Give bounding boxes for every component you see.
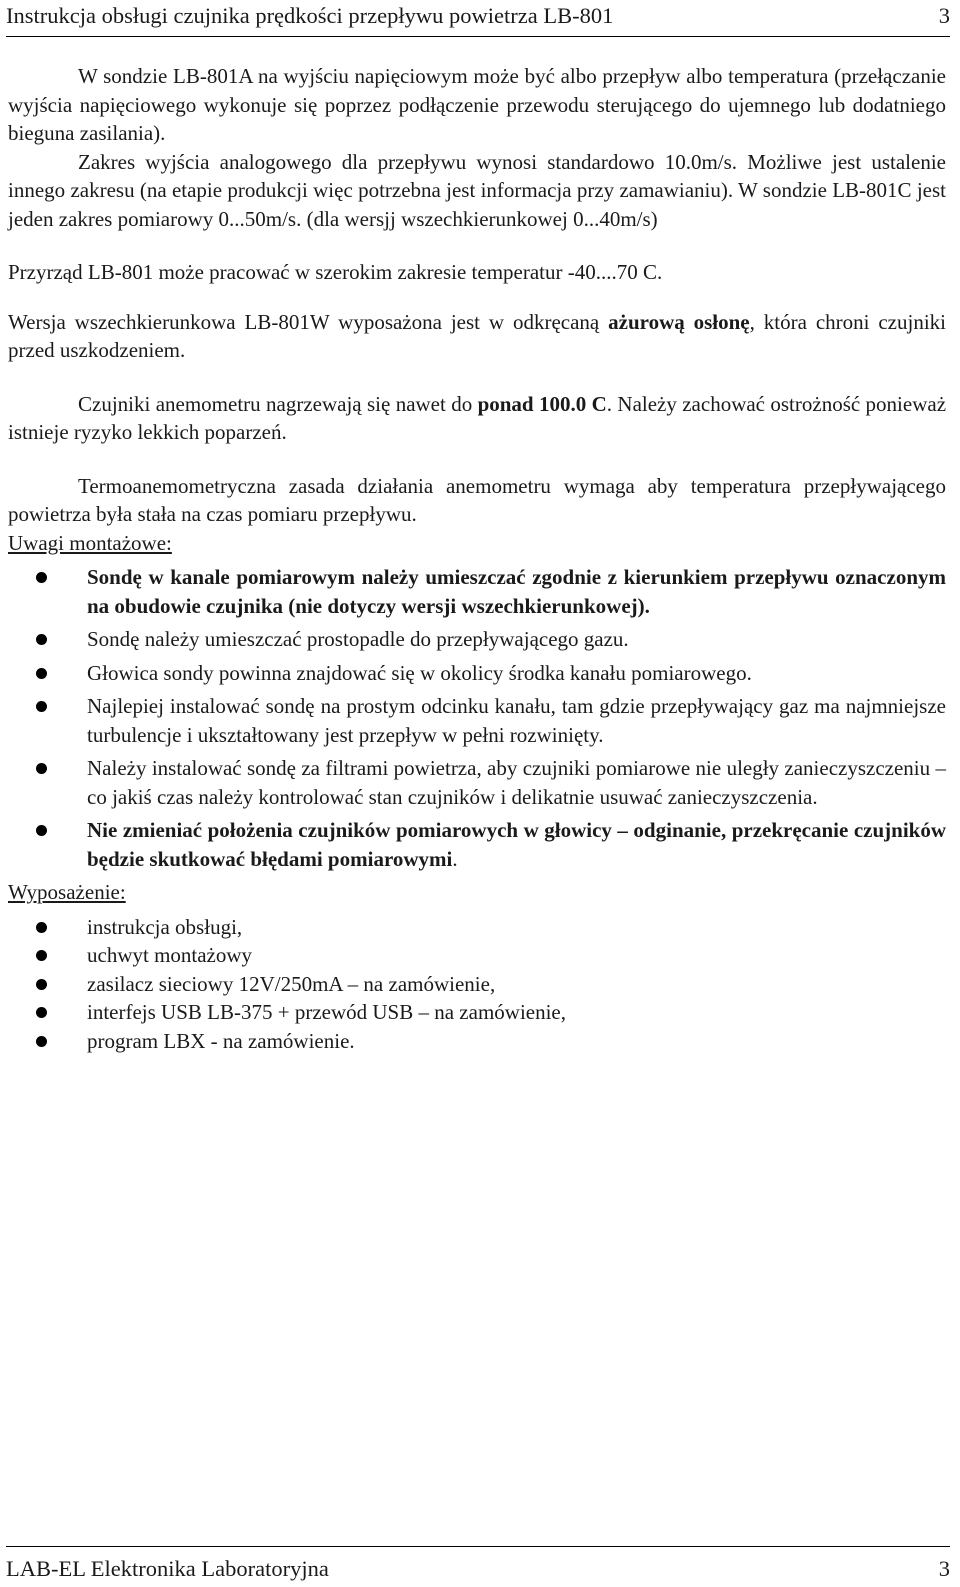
equipment-item: interfejs USB LB-375 + przewód USB – na zamówienie,: [8, 998, 946, 1027]
mounting-item: Głowica sondy powinna znajdować się w okolicy środka kanału pomiarowego.: [8, 659, 946, 688]
paragraph-analog-range: Zakres wyjścia analogowego dla przepływu wynosi standardowo 10.0m/s. Możliwe jest ustalenie innego zakresu (na etapie produkcji więc potrzebna jest informacja przy zamawianiu). W sondzie LB-801C jest jeden zakres pomiarowy 0...50m/s. (dla wersjj wszechkierunkowej 0...40m/s): [8, 149, 946, 231]
page-content: [8, 62, 946, 1055]
page-header: [6, 0, 950, 37]
paragraph-omnidirectional-version: [8, 308, 946, 365]
mounting-item: Należy instalować sondę za filtrami powietrza, aby czujniki pomiarowe nie uległy zanieczyszczeniu – co jakiś czas należy kontrolować stan czujników i delikatnie usuwać zanieczyszczenia.: [8, 754, 946, 811]
mounting-item: [8, 816, 946, 873]
mounting-section-title: Uwagi montażowe:: [8, 530, 172, 555]
paragraph-temperature-range: Przyrząd LB-801 może pracować w szerokim zakresie temperatur -40....70 C.: [8, 260, 663, 284]
p3-text-c: , która chroni czujniki przed uszkodzeniem.: [8, 309, 947, 362]
equipment-item: zasilacz sieciowy 12V/250mA – na zamówienie,: [8, 970, 946, 999]
footer-title: LAB-EL Elektronika Laboratoryjna: [6, 1556, 329, 1581]
paragraph-measurement-principle: Termoanemometryczna zasada działania anemometru wymaga aby temperatura przepływającego powietrza była stała na czas pomiaru przepływu.: [8, 473, 946, 526]
equipment-section-title: Wyposażenie:: [8, 880, 126, 904]
footer-page-number: 3: [938, 1556, 950, 1581]
p4-text-a: Czujniki anemometru nagrzewają się nawet do: [78, 391, 478, 416]
p3-text-a: Wersja wszechkierunkowa LB-801W wyposażona jest w odkręcaną: [8, 309, 609, 334]
mounting-item: Najlepiej instalować sondę na prostym odcinku kanału, tam gdzie przepływający gaz ma najmniejsze turbulencje i ukształtowany jest przepływ w pełni rozwinięty.: [8, 692, 946, 749]
mounting-item-suffix: .: [452, 846, 458, 871]
p4-text-bold: ponad 100.0 C: [477, 391, 607, 416]
mounting-item: Sondę należy umieszczać prostopadle do przepływającego gazu.: [8, 625, 946, 654]
p3-text-bold: ażurową osłonę: [608, 309, 750, 334]
mounting-item: Sondę w kanale pomiarowym należy umieszczać zgodnie z kierunkiem przepływu oznaczonym na obudowie czujnika (nie dotyczy wersji wszechkierunkowej).: [8, 563, 946, 620]
equipment-item: instrukcja obsługi,: [8, 913, 946, 942]
header-page-number: 3: [938, 3, 950, 28]
header-title: Instrukcja obsługi czujnika prędkości przepływu powietrza LB-801: [6, 3, 614, 28]
paragraph-heating-warning: [8, 390, 946, 447]
equipment-item: program LBX - na zamówienie.: [8, 1027, 946, 1056]
equipment-item: uchwyt montażowy: [8, 941, 946, 970]
p4-text-c: . Należy zachować ostrożność ponieważ istnieje ryzyko lekkich poparzeń.: [8, 391, 947, 444]
paragraph-output-modes: W sondzie LB-801A na wyjściu napięciowym może być albo przepływ albo temperatura (przełączanie wyjścia napięciowego wykonuje się poprzez podłączenie przewodu sterującego do ujemnego lub dodatniego bieguna zasilania).: [8, 64, 946, 145]
equipment-list: [8, 913, 946, 1056]
mounting-list: [8, 563, 946, 873]
mounting-item-bold-text: Nie zmieniać położenia czujników pomiarowych w głowicy – odginanie, przekręcanie czujników będzie skutkować błędami pomiarowymi: [87, 818, 946, 871]
page-footer: [6, 1546, 950, 1587]
